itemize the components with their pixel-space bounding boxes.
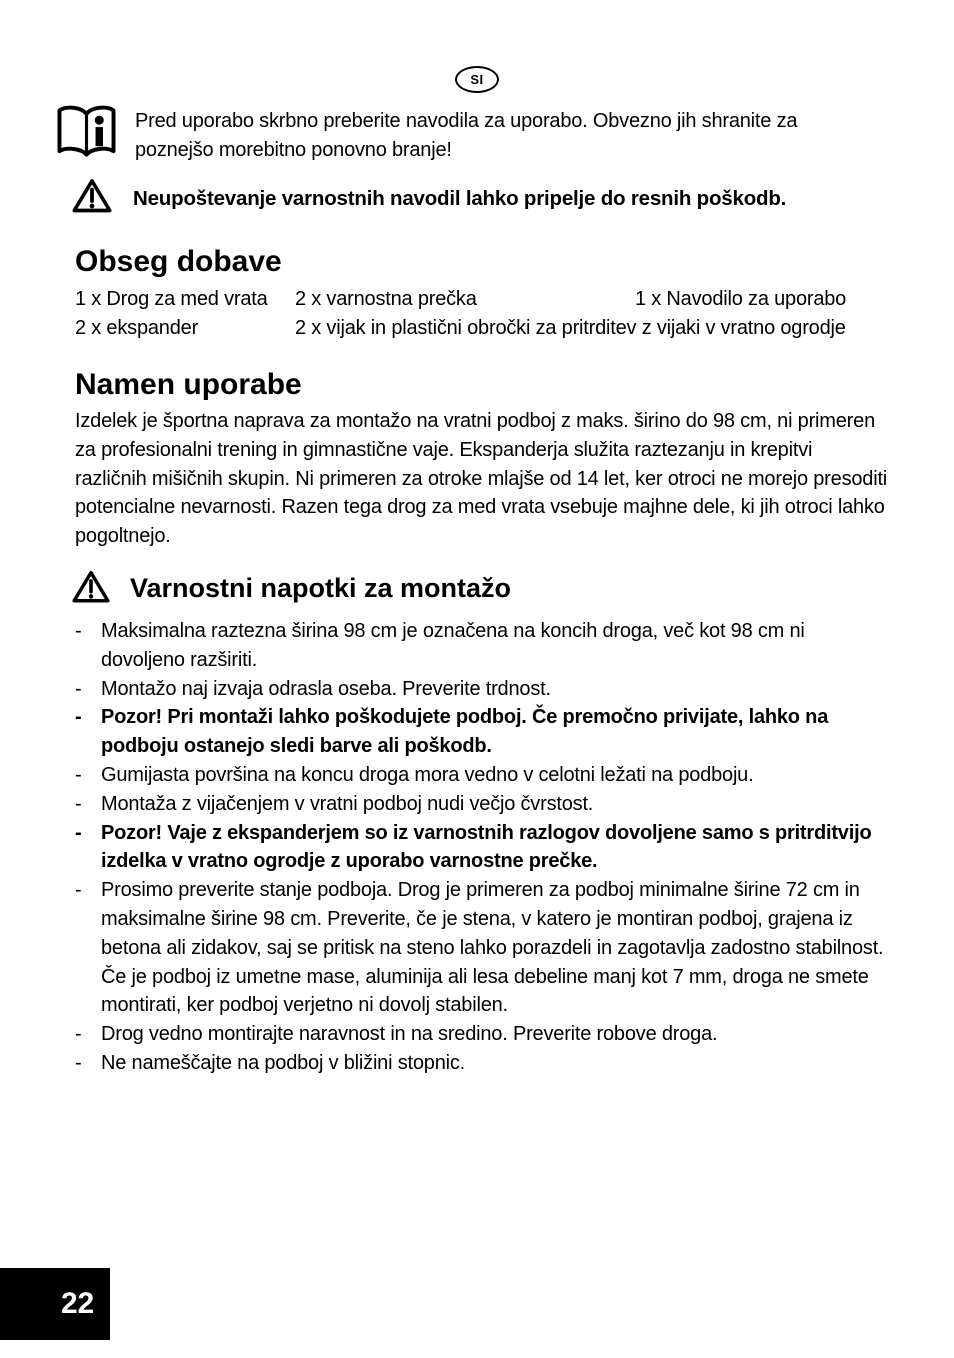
safety-list-item — [75, 617, 888, 675]
list-bullet: - — [75, 792, 82, 815]
warning-note — [72, 177, 880, 219]
list-bullet: - — [75, 821, 82, 844]
open-book-info-icon — [55, 103, 118, 165]
safety-notes-list — [75, 617, 888, 1078]
delivery-item: 1 x Drog za med vrata — [75, 288, 268, 310]
safety-item-text: Montaža z vijačenjem v vratni podboj nudi večjo čvrstost. — [101, 792, 594, 815]
list-bullet: - — [75, 763, 82, 786]
safety-item-text: Ne nameščajte na podboj v bližini stopnic. — [101, 1051, 466, 1074]
country-badge-wrap — [0, 0, 954, 93]
read-instructions-note — [55, 103, 880, 165]
scope-of-delivery-title: Obseg dobave — [75, 245, 282, 278]
safety-list-item — [75, 675, 888, 704]
safety-notes-title: Varnostni napotki za montažo — [130, 573, 512, 604]
list-bullet: - — [75, 1023, 82, 1046]
list-bullet: - — [75, 677, 82, 700]
list-bullet: - — [75, 619, 82, 642]
read-instructions-text: Pred uporabo skrbno preberite navodila za uporabo. Obvezno jih shranite za poznejšo morebitno ponovno branje! — [135, 110, 798, 161]
safety-list-item — [75, 1049, 888, 1078]
safety-list-item — [75, 790, 888, 819]
scope-of-delivery-list — [75, 285, 894, 342]
safety-item-text: Gumijasta površina na koncu droga mora vedno v celotni ležati na podboju. — [101, 763, 754, 786]
safety-list-item — [75, 819, 888, 877]
safety-list-item — [75, 876, 888, 1020]
safety-item-text: Maksimalna raztezna širina 98 cm je označena na koncih droga, več kot 98 cm ni dovoljeno razširiti. — [101, 619, 805, 671]
list-bullet: - — [75, 706, 82, 729]
country-badge: SI — [455, 66, 499, 93]
safety-item-text: Prosimo preverite stanje podboja. Drog je primeren za podboj minimalne širine 72 cm in maksimalne širine 98 cm. Preverite, če je stena, v katero je montiran podboj, grajena iz betona ali zidakov, saj se pritisk na steno lahko porazdeli in zagotavlja zadostno stabilnost. Če je podboj iz umetne mase, aluminija ali lesa debeline manj kot 7 mm, droga ne smete montirati, ker podboj verjetno ni dovolj stabilen. — [101, 879, 884, 1017]
safety-item-text: Drog vedno montirajte naravnost in na sredino. Preverite robove droga. — [101, 1023, 718, 1046]
delivery-item: 2 x varnostna prečka — [295, 288, 477, 310]
safety-list-item — [75, 1020, 888, 1049]
warning-triangle-icon — [72, 177, 112, 219]
delivery-item: 2 x vijak in plastični obročki za pritrditev z vijaki v vratno ogrodje — [295, 317, 846, 339]
warning-note-text: Neupoštevanje varnostnih navodil lahko pripelje do resnih poškodb. — [133, 186, 787, 210]
intended-use-text: Izdelek je športna naprava za montažo na vratni podboj z maks. širino do 98 cm, ni primeren za profesionalni trening in gimnastične vaje. Ekspanderja služita raztezanju in krepitvi različnih mišičnih skupin. Ni primeren za otroke mlajše od 14 let, ker otroci ne morejo presoditi potencialne nevarnosti. Razen tega drog za med vrata vsebuje majhne dele, ki jih otroci lahko pogoltnejo. — [75, 410, 888, 548]
list-bullet: - — [75, 1051, 82, 1074]
safety-list-item — [75, 761, 888, 790]
safety-item-text: Pozor! Pri montaži lahko poškodujete podboj. Če premočno privijate, lahko na podboju ostanejo sledi barve ali poškodb. — [101, 706, 829, 758]
delivery-item: 1 x Navodilo za uporabo — [635, 288, 847, 310]
safety-list-item — [75, 703, 888, 761]
safety-item-text: Montažo naj izvaja odrasla oseba. Preverite trdnost. — [101, 677, 551, 700]
page-number: 22 — [0, 1268, 110, 1340]
safety-notes-heading — [72, 569, 880, 609]
safety-item-text: Pozor! Vaje z ekspanderjem so iz varnostnih razlogov dovoljene samo s pritrditvijo izdelka v vratno ogrodje z uporabo varnostne prečke. — [101, 821, 872, 873]
warning-triangle-icon — [72, 569, 110, 609]
delivery-item: 2 x ekspander — [75, 317, 199, 339]
list-bullet: - — [75, 879, 82, 902]
intended-use-title: Namen uporabe — [75, 368, 302, 401]
